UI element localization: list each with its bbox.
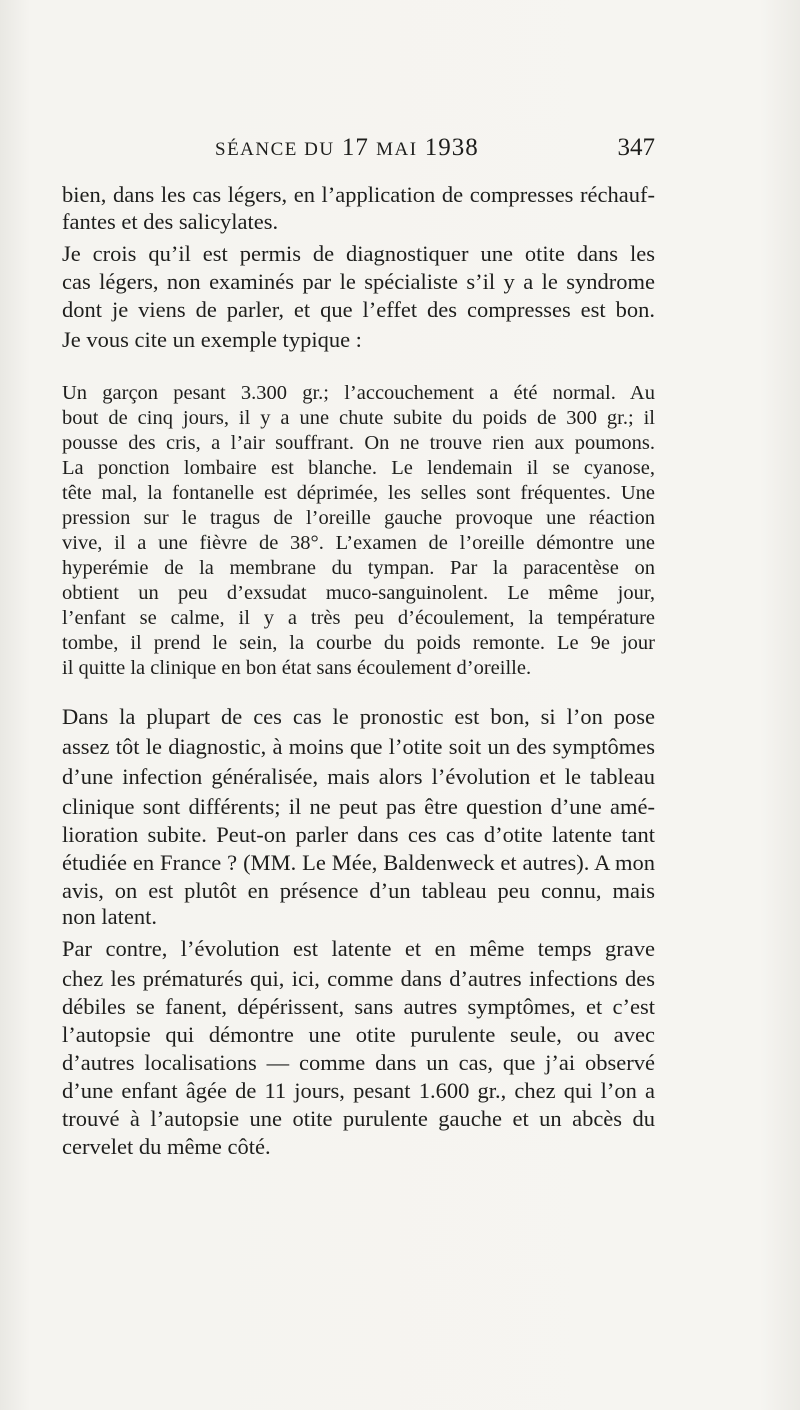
- case-line: La ponction lombaire est blanche. Le lendemain il se cyanose,: [62, 457, 655, 479]
- text-line: fantes et des salicylates.: [62, 209, 279, 234]
- case-line: tête mal, la fontanelle est déprimée, les selles sont fréquentes. Une: [62, 482, 655, 504]
- text-line: assez tôt le diagnostic, à moins que l’otite soit un des symptômes: [62, 734, 655, 759]
- year: 1938: [424, 134, 479, 161]
- case-line: obtient un peu d’exsudat muco-sanguinolent. Le même jour,: [62, 582, 655, 604]
- text-line: Par contre, l’évolution est latente et en même temps grave: [62, 936, 655, 961]
- text-line: étudiée en France ? (MM. Le Mée, Baldenweck et autres). A mon: [62, 850, 655, 875]
- text-line: avis, on est plutôt en présence d’un tableau peu connu, mais: [62, 878, 655, 903]
- text-line: Dans la plupart de ces cas le pronostic est bon, si l’on pose: [62, 704, 655, 729]
- case-line: Un garçon pesant 3.300 gr.; l’accouchement a été normal. Au: [62, 382, 655, 404]
- case-line: pousse des cris, a l’air souffrant. On ne trouve rien aux poumons.: [62, 432, 655, 454]
- case-line: hyperémie de la membrane du tympan. Par la paracentèse on: [62, 557, 655, 579]
- day: 17: [341, 134, 369, 161]
- text-line: Je crois qu’il est permis de diagnostiquer une otite dans les: [62, 241, 655, 266]
- text-line: d’autres localisations — comme dans un cas, que j’ai observé: [62, 1050, 655, 1075]
- running-title: [215, 134, 479, 162]
- text-line: cas légers, non examinés par le spécialiste s’il y a le syndrome: [62, 269, 655, 294]
- text-line: non latent.: [62, 904, 157, 929]
- text-line: d’une enfant âgée de 11 jours, pesant 1.600 gr., chez qui l’on a: [62, 1078, 655, 1103]
- text-line: débiles se fanent, dépérissent, sans autres symptômes, et c’est: [62, 994, 655, 1019]
- text-line: lioration subite. Peut-on parler dans ces cas d’otite latente tant: [62, 822, 655, 847]
- text-line: Je vous cite un exemple typique :: [62, 327, 362, 352]
- case-line: vive, il a une fièvre de 38°. L’examen de l’oreille démontre une: [62, 532, 655, 554]
- case-line: bout de cinq jours, il y a une chute subite du poids de 300 gr.; il: [62, 407, 655, 429]
- seance-label: SÉANCE DU: [215, 139, 335, 160]
- text-line: cervelet du même côté.: [62, 1134, 271, 1159]
- case-line: pression sur le tragus de l’oreille gauche provoque une réaction: [62, 507, 655, 529]
- text-line: d’une infection généralisée, mais alors l’évolution et le tableau: [62, 764, 655, 789]
- month: MAI: [376, 139, 418, 160]
- running-header: [215, 130, 655, 166]
- case-line: tombe, il prend le sein, la courbe du poids remonte. Le 9e jour: [62, 632, 655, 654]
- text-line: dont je viens de parler, et que l’effet des compresses est bon.: [62, 297, 655, 322]
- text-line: clinique sont différents; il ne peut pas être question d’une amé-: [62, 794, 655, 819]
- text-line: bien, dans les cas légers, en l’application de compresses réchauf-: [62, 182, 655, 207]
- text-line: chez les prématurés qui, ici, comme dans d’autres infections des: [62, 966, 655, 991]
- case-line: il quitte la clinique en bon état sans écoulement d’oreille.: [62, 657, 532, 679]
- text-line: trouvé à l’autopsie une otite purulente gauche et un abcès du: [62, 1106, 655, 1131]
- text-line: l’autopsie qui démontre une otite purulente seule, ou avec: [62, 1022, 655, 1047]
- case-line: l’enfant se calme, il y a très peu d’écoulement, la température: [62, 607, 655, 629]
- page-number: 347: [617, 134, 655, 161]
